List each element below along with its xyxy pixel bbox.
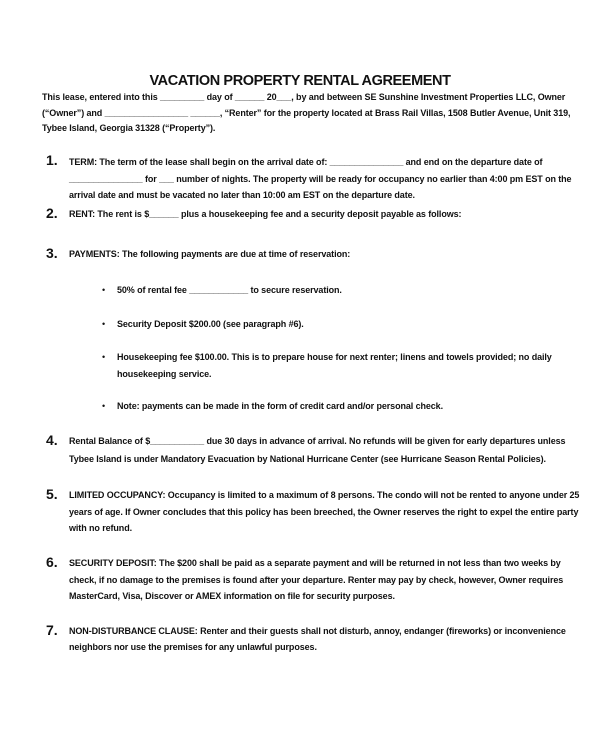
bullet-icon: •	[102, 319, 106, 329]
item-number: 4.	[46, 432, 58, 448]
intro-line: (“Owner”) and _________________ ______, “Renter” for the property located at Brass Rail Villas, 1508 Butler Avenue, Unit 319,	[42, 108, 571, 118]
payment-line: 50% of rental fee ____________ to secure reservation.	[117, 285, 342, 295]
item-line: LIMITED OCCUPANCY: Occupancy is limited to a maximum of 8 persons. The condo will not be rented to anyone under 25	[69, 490, 580, 500]
item-line: SECURITY DEPOSIT: The $200 shall be paid as a separate payment and will be returned in not less than two weeks by	[69, 558, 561, 568]
item-number: 3.	[46, 245, 58, 261]
item-line: PAYMENTS: The following payments are due at time of reservation:	[69, 249, 351, 259]
bullet-icon: •	[102, 285, 106, 295]
item-number: 1.	[46, 152, 58, 168]
bullet-icon: •	[102, 401, 106, 411]
item-line: arrival date and must be vacated no later than 10:00 am EST on the departure date.	[69, 190, 415, 200]
item-number: 2.	[46, 205, 58, 221]
payment-line: Note: payments can be made in the form of credit card and/or personal check.	[117, 401, 443, 411]
item-line: years of age. If Owner concludes that this policy has been breeched, the Owner reserves the right to expel the entire party	[69, 507, 579, 517]
payment-line: Security Deposit $200.00 (see paragraph #6).	[117, 319, 304, 329]
item-line: check, if no damage to the premises is found after your departure. Renter may pay by check, however, Owner requires	[69, 575, 564, 585]
item-number: 6.	[46, 554, 58, 570]
item-line: NON-DISTURBANCE CLAUSE: Renter and their guests shall not disturb, annoy, endanger (fireworks) or inconvenience	[69, 626, 566, 636]
item-line: RENT: The rent is $______ plus a housekeeping fee and a security deposit payable as follows:	[69, 209, 462, 219]
intro-line: This lease, entered into this _________ day of ______ 20___, by and between SE Sunshine Investment Properties LLC, Owner	[42, 92, 566, 102]
bullet-icon: •	[102, 352, 106, 362]
payment-line: housekeeping service.	[117, 369, 212, 379]
item-line: neighbors nor use the premises for any unlawful purposes.	[69, 642, 317, 652]
intro-line: Tybee Island, Georgia 31328 (“Property”).	[42, 123, 216, 133]
item-number: 5.	[46, 486, 58, 502]
payment-line: Housekeeping fee $100.00. This is to prepare house for next renter; linens and towels provided; no daily	[117, 352, 552, 362]
item-number: 7.	[46, 622, 58, 638]
item-line: TERM: The term of the lease shall begin on the arrival date of: _______________ and end on the departure date of	[69, 157, 543, 167]
item-line: Rental Balance of $___________ due 30 days in advance of arrival. No refunds will be given for early departures unless	[69, 436, 566, 446]
item-line: with no refund.	[69, 523, 132, 533]
item-line: _______________ for ___ number of nights. The property will be ready for occupancy no earlier than 4:00 pm EST on the	[69, 174, 572, 184]
document-title: VACATION PROPERTY RENTAL AGREEMENT	[149, 73, 451, 89]
item-line: Tybee Island is under Mandatory Evacuation by National Hurricane Center (see Hurricane Season Rental Policies).	[69, 454, 546, 464]
item-line: MasterCard, Visa, Discover or AMEX information on file for security purposes.	[69, 591, 395, 601]
